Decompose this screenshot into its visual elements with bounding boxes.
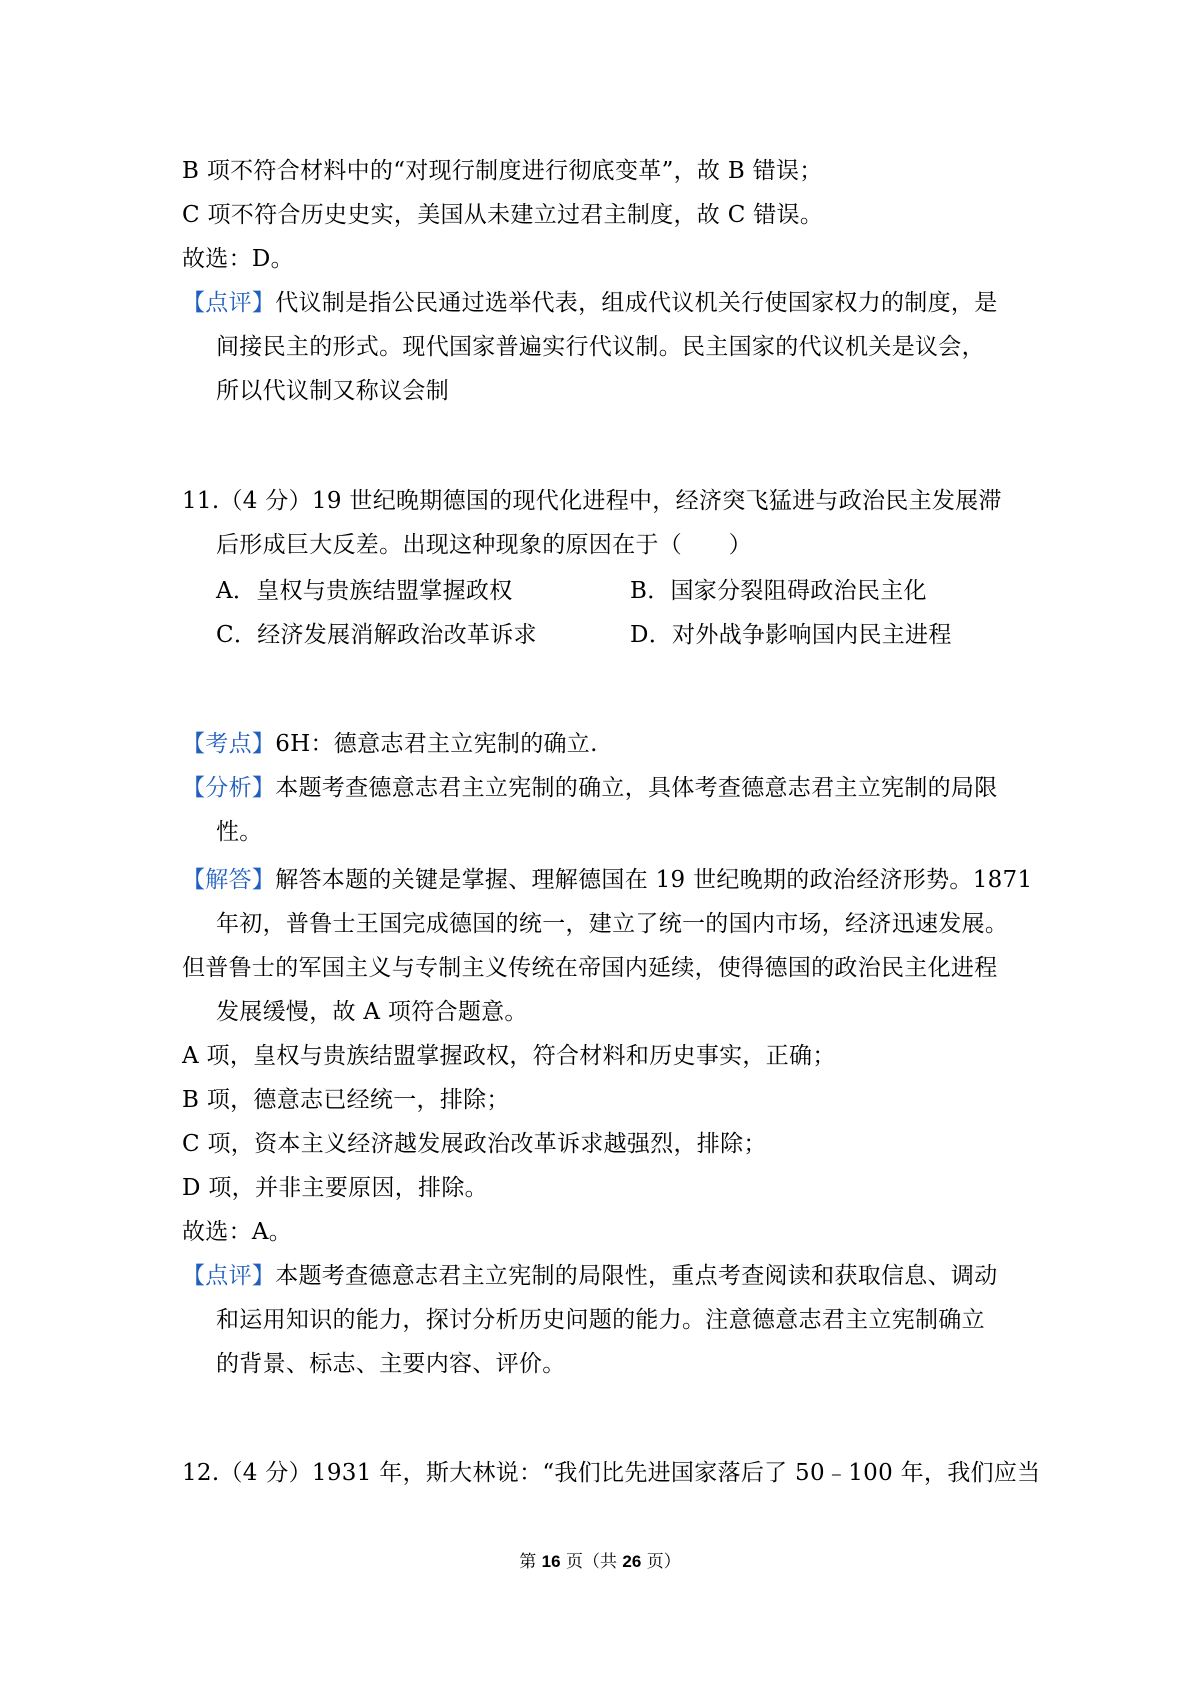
q11-fenxi (182, 772, 998, 804)
footer-page-number: 16 (541, 1552, 561, 1571)
comment-tag: 【点评】 (182, 290, 276, 316)
footer-suffix: 页） (646, 1552, 681, 1572)
q11-answer-choice: 故选：A。 (182, 1219, 293, 1245)
prev-answer-item-b: B 项不符合材料中的“对现行制度进行彻底变革”，故 B 错误； (182, 158, 823, 184)
comment-text: 代议制是指公民通过选举代表，组成代议机关行使国家权力的制度，是 (275, 290, 998, 316)
q11-jieda-line: 但普鲁士的军国主义与专制主义传统在帝国内延续，使得德国的政治民主化进程 (182, 955, 998, 981)
q11-option-a: A．皇权与贵族结盟掌握政权 (216, 578, 513, 604)
q11-jieda-item: A 项，皇权与贵族结盟掌握政权，符合材料和历史事实，正确； (182, 1043, 836, 1069)
prev-comment-line: 间接民主的形式。现代国家普遍实行代议制。民主国家的代议机关是议会， (216, 334, 985, 360)
prev-answer-item-c: C 项不符合历史史实，美国从未建立过君主制度，故 C 错误。 (182, 202, 824, 228)
fenxi-text: 本题考查德意志君主立宪制的确立，具体考查德意志君主立宪制的局限 (275, 775, 998, 801)
kaodian-tag: 【考点】 (182, 731, 276, 757)
prev-comment-line (182, 287, 998, 319)
q12-stem: 12.（4 分）1931 年，斯大林说：“我们比先进国家落后了 50﹣100 年，我们应当 (182, 1460, 1041, 1486)
q11-option-c: C．经济发展消解政治改革诉求 (216, 622, 537, 648)
q11-dianping-line: 和运用知识的能力，探讨分析历史问题的能力。注意德意志君主立宪制确立 (216, 1307, 985, 1333)
q11-fenxi-line: 性。 (216, 819, 263, 845)
dianping-text: 本题考查德意志君主立宪制的局限性，重点考查阅读和获取信息、调动 (275, 1263, 998, 1289)
fenxi-tag: 【分析】 (182, 775, 276, 801)
q11-jieda-item: D 项，并非主要原因，排除。 (182, 1175, 488, 1201)
q11-stem: 11.（4 分）19 世纪晚期德国的现代化进程中，经济突飞猛进与政治民主发展滞 (182, 488, 1002, 514)
prev-answer-choice: 故选：D。 (182, 246, 294, 272)
jieda-tag: 【解答】 (182, 867, 276, 893)
prev-comment-line: 所以代议制又称议会制 (216, 378, 449, 404)
q11-dianping (182, 1260, 998, 1292)
kaodian-text: 6H：德意志君主立宪制的确立. (275, 731, 598, 757)
dianping-tag: 【点评】 (182, 1263, 276, 1289)
q11-jieda (182, 864, 1032, 896)
q11-jieda-line: 年初，普鲁士王国完成德国的统一，建立了统一的国内市场，经济迅速发展。 (216, 911, 1009, 937)
q11-jieda-item: C 项，资本主义经济越发展政治改革诉求越强烈，排除； (182, 1131, 767, 1157)
q11-option-d: D．对外战争影响国内民主进程 (630, 622, 952, 648)
q11-option-b: B．国家分裂阻碍政治民主化 (630, 578, 927, 604)
footer-total-pages: 26 (622, 1552, 642, 1571)
page-footer (0, 1550, 1200, 1574)
jieda-text: 解答本题的关键是掌握、理解德国在 19 世纪晚期的政治经济形势。1871 (275, 867, 1033, 893)
q11-stem: 后形成巨大反差。出现这种现象的原因在于（ ） (216, 532, 752, 558)
footer-prefix: 第 (519, 1552, 537, 1572)
q11-jieda-item: B 项，德意志已经统一，排除； (182, 1087, 510, 1113)
q11-jieda-line: 发展缓慢，故 A 项符合题意。 (216, 999, 528, 1025)
q11-kaodian (182, 728, 598, 760)
footer-middle: 页（共 (566, 1552, 617, 1572)
q11-dianping-line: 的背景、标志、主要内容、评价。 (216, 1351, 566, 1377)
